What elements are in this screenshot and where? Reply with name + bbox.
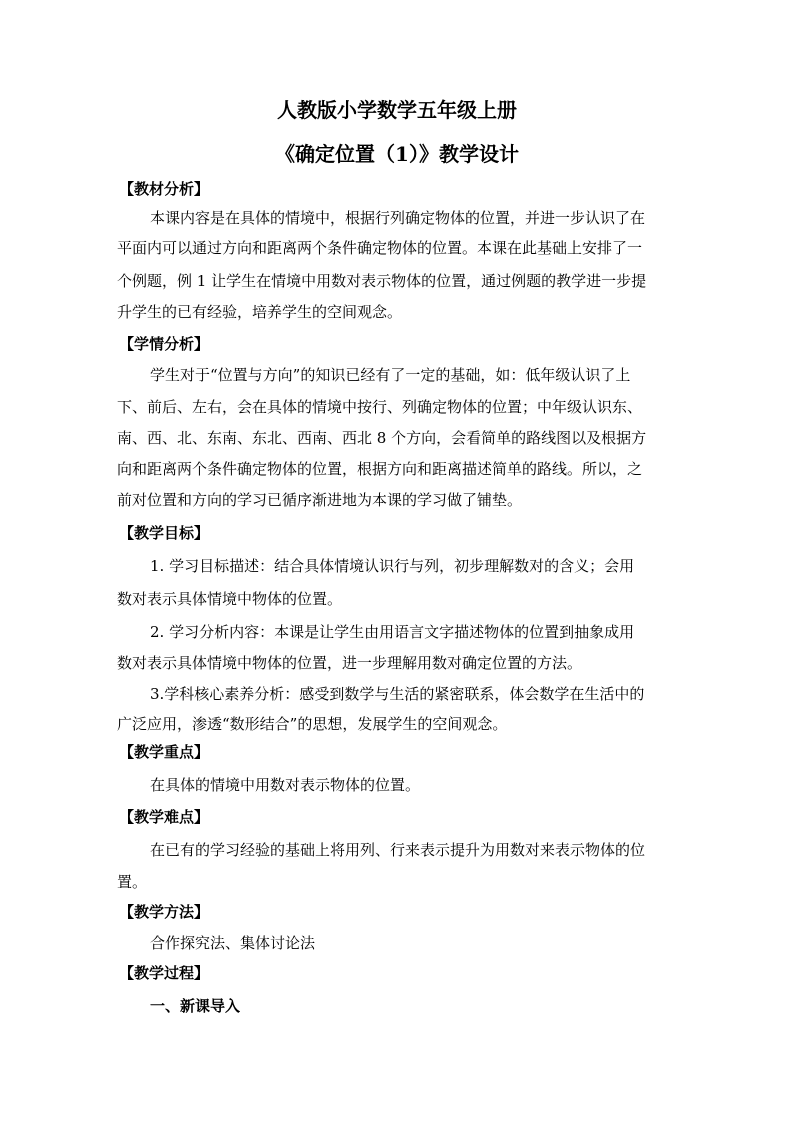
document-subtitle: 《确定位置（1）》教学设计	[275, 142, 519, 166]
paragraph-line: 南、西、北、东南、东北、西南、西北 8 个方向，会看简单的路线图以及根据方	[117, 429, 647, 447]
paragraph-line: 2. 学习分析内容：本课是让学生由用语言文字描述物体的位置到抽象成用	[150, 623, 635, 641]
paragraph-line: 1. 学习目标描述：结合具体情境认识行与列，初步理解数对的含义；会用	[150, 557, 635, 575]
section-heading-students: 【学情分析】	[119, 335, 210, 353]
section-heading-goals: 【教学目标】	[119, 524, 210, 542]
paragraph-line: 前对位置和方向的学习已循序渐进地为本课的学习做了铺垫。	[117, 491, 523, 509]
paragraph-line: 本课内容是在具体的情境中，根据行列确定物体的位置，并进一步认识了在	[150, 209, 646, 227]
document-title: 人教版小学数学五年级上册	[277, 98, 517, 122]
paragraph-line: 升学生的已有经验，培养学生的空间观念。	[117, 303, 403, 321]
paragraph-line: 平面内可以通过方向和距离两个条件确定物体的位置。本课在此基础上安排了一	[117, 239, 643, 257]
paragraph-line: 3.学科核心素养分析：感受到数学与生活的紧密联系，体会数学在生活中的	[150, 685, 645, 703]
section-heading-process: 【教学过程】	[119, 964, 210, 982]
section-heading-method: 【教学方法】	[119, 903, 210, 921]
paragraph-line: 个例题，例 1 让学生在情境中用数对表示物体的位置，通过例题的教学进一步提	[117, 272, 647, 290]
paragraph-line: 广泛应用，渗透“数形结合”的思想，发展学生的空间观念。	[117, 715, 508, 733]
paragraph-line: 数对表示具体情境中物体的位置。	[117, 590, 343, 608]
paragraph-line: 向和距离两个条件确定物体的位置，根据方向和距离描述简单的路线。所以，之	[117, 460, 643, 478]
paragraph-line: 数对表示具体情境中物体的位置，进一步理解用数对确定位置的方法。	[117, 654, 583, 672]
paragraph-line: 学生对于“位置与方向”的知识已经有了一定的基础，如：低年级认识了上	[150, 366, 631, 384]
paragraph-line: 下、前后、左右，会在具体的情境中按行、列确定物体的位置；中年级认识东、	[117, 398, 643, 416]
paragraph-line: 在具体的情境中用数对表示物体的位置。	[150, 776, 421, 794]
paragraph-line: 在已有的学习经验的基础上将用列、行来表示提升为用数对来表示物体的位	[150, 841, 646, 859]
section-heading-material: 【教材分析】	[119, 180, 210, 198]
section-heading-keypoint: 【教学重点】	[119, 743, 210, 761]
paragraph-line: 置。	[117, 873, 148, 891]
paragraph-line: 合作探究法、集体讨论法	[150, 934, 316, 952]
section-heading-difficulty: 【教学难点】	[119, 808, 210, 826]
process-subheading: 一、新课导入	[150, 997, 241, 1015]
